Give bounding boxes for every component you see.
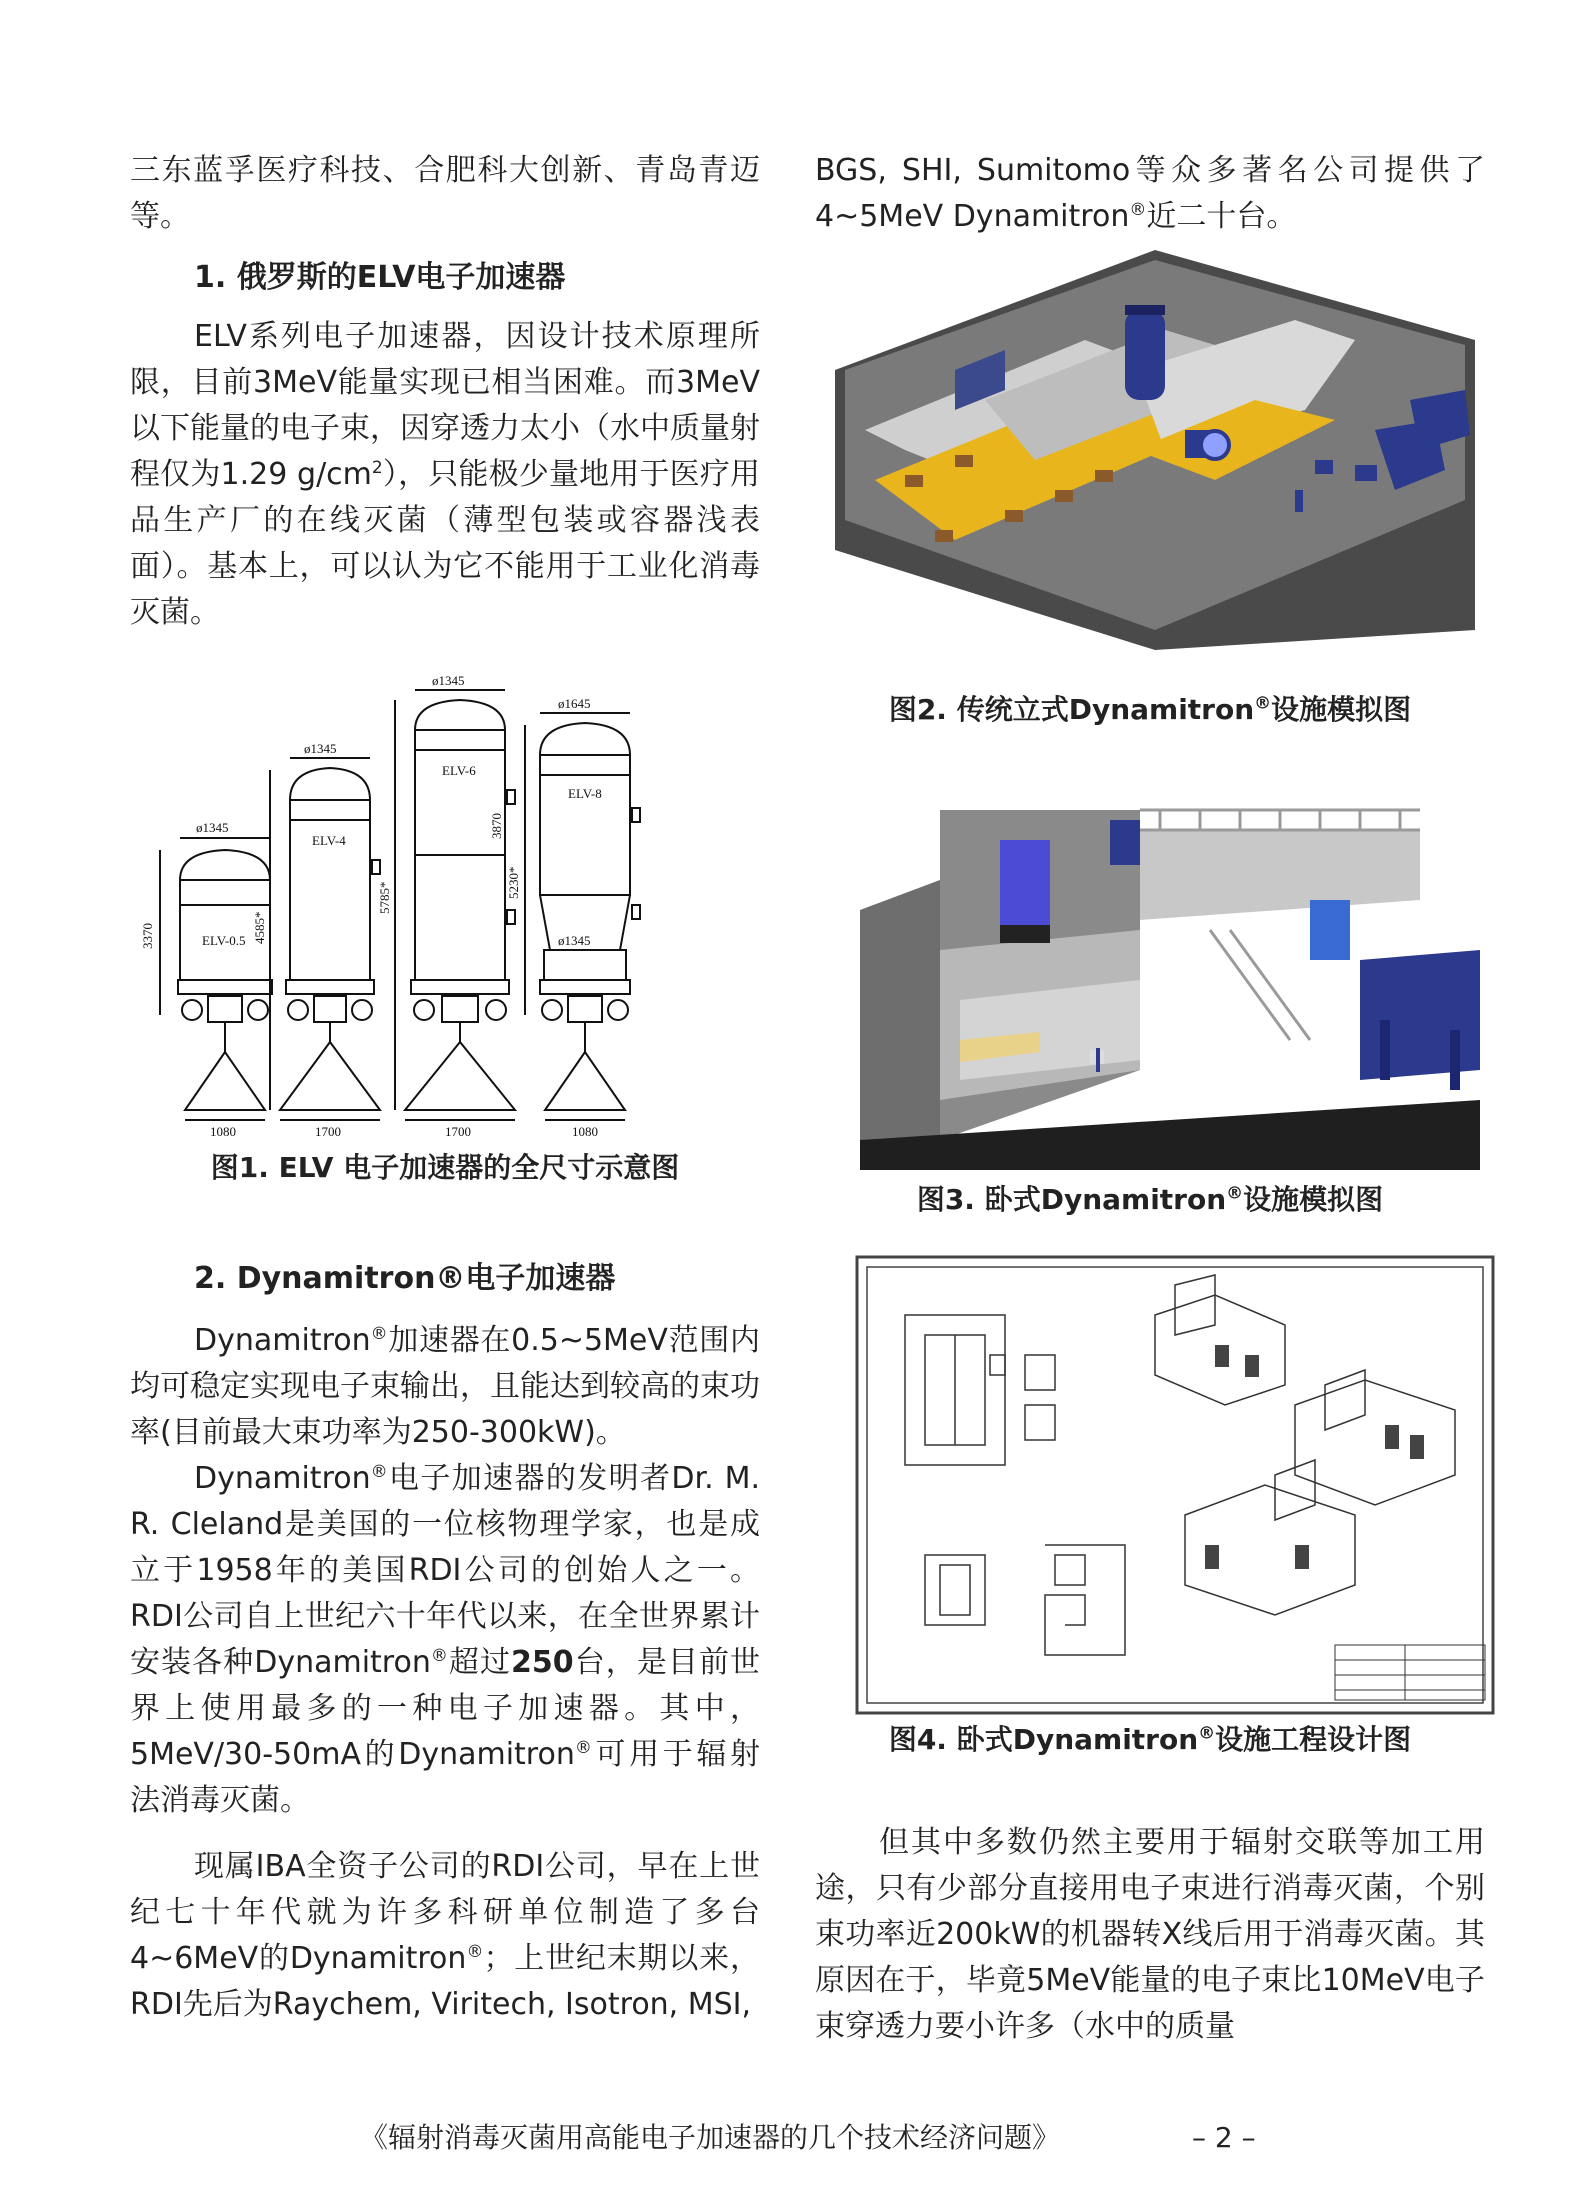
svg-text:1700: 1700 (315, 1124, 341, 1139)
figure2-caption: 图2. 传统立式Dynamitron®设施模拟图 (888, 693, 1412, 726)
figure1-caption: 图1. ELV 电子加速器的全尺寸示意图 (210, 1151, 680, 1184)
svg-text:ELV-8: ELV-8 (568, 786, 602, 801)
paragraph-usage: 但其中多数仍然主要用于辐射交联等加工用途，只有少部分直接用电子束进行消毒灭菌，个别束功率近200kW的机器转X线后用于消毒灭菌。其原因在于，毕竟5MeV能量的电子束比10MeV电子束穿透力要小许多（水中的质量 (815, 1825, 1485, 2044)
elv-6-unit (395, 690, 515, 1120)
svg-text:ø1345: ø1345 (304, 741, 337, 756)
svg-text:5785*: 5785* (377, 881, 392, 914)
svg-text:ELV-0.5: ELV-0.5 (202, 933, 246, 948)
figure4-engineering-drawing (855, 1255, 1495, 1715)
paragraph-elv: ELV系列电子加速器，因设计技术原理所限，目前3MeV能量实现已相当困难。而3MeV以下能量的电子束，因穿透力太小（水中质量射程仅为1.29 $g/cm^2$），只能极少量地用于医疗用品生产厂的在线灭菌（薄型包装或容器浅表面）。基本上，可以认为它不能用于工业化消毒灭菌。 (130, 319, 761, 630)
elv-4-unit (270, 758, 380, 1120)
paragraph-dynamitron-range: Dynamitron®加速器在0.5~5MeV范围内均可稳定实现电子束输出，且能达到较高的束功率(目前最大束功率为250-300kW)。 (130, 1323, 760, 1450)
svg-text:ø1345: ø1345 (432, 673, 465, 688)
svg-text:ELV-4: ELV-4 (312, 833, 346, 848)
svg-text:ø1645: ø1645 (558, 696, 591, 711)
figure3-horizontal-facility-render (860, 800, 1480, 1170)
svg-text:5230*: 5230* (506, 866, 521, 899)
svg-text:3870: 3870 (489, 813, 504, 839)
elv-8-unit (525, 713, 640, 1120)
svg-text:ELV-6: ELV-6 (442, 763, 476, 778)
section-heading-elv: 1. 俄罗斯的ELV电子加速器 (194, 260, 566, 295)
svg-text:3370: 3370 (140, 923, 155, 949)
paragraph-intro-tail: 三东蓝孚医疗科技、合肥科大创新、青岛青迈等。 (130, 153, 760, 234)
figure4-caption: 图4. 卧式Dynamitron®设施工程设计图 (888, 1723, 1412, 1756)
paragraph-dynamitron-history: Dynamitron®电子加速器的发明者Dr. M. R. Cleland是美国的一位核物理学家，也是成立于1958年的美国RDI公司的创始人之一。RDI公司自上世纪六十年代以来，在全世界累计安装各种Dynamitron®超过250台，是目前世界上使用最多的一种电子加速器。其中，5MeV/30-50mA的Dynamitron®可用于辐射法消毒灭菌。 (130, 1461, 761, 1818)
elv-05-unit (160, 838, 272, 1120)
svg-text:ø1345: ø1345 (196, 820, 229, 835)
footer-title: 《辐射消毒灭菌用高能电子加速器的几个技术经济问题》 (360, 2121, 1061, 2154)
svg-text:1080: 1080 (210, 1124, 236, 1139)
paragraph-dynamitron-customers-tail: BGS, SHI, Sumitomo等众多著名公司提供了4~5MeV Dynamitron®近二十台。 (815, 153, 1485, 234)
svg-text:ø1345: ø1345 (558, 933, 591, 948)
svg-text:4585*: 4585* (252, 911, 267, 944)
paragraph-rdi-customers: 现属IBA全资子公司的RDI公司，早在上世纪七十年代就为许多科研单位制造了多台4~6MeV的Dynamitron®；上世纪末期以来，RDI先后为Raychem, Viritech, Isotron, MSI, (130, 1849, 760, 2022)
svg-text:1700: 1700 (445, 1124, 471, 1139)
figure3-caption: 图3. 卧式Dynamitron®设施模拟图 (916, 1183, 1384, 1216)
figure1-elv-drawing (140, 673, 750, 1139)
page-number: – 2 – (1192, 2121, 1256, 2154)
section-heading-dynamitron: 2. Dynamitron®电子加速器 (194, 1261, 616, 1296)
figure2-vertical-facility-render (835, 250, 1475, 650)
svg-text:1080: 1080 (572, 1124, 598, 1139)
